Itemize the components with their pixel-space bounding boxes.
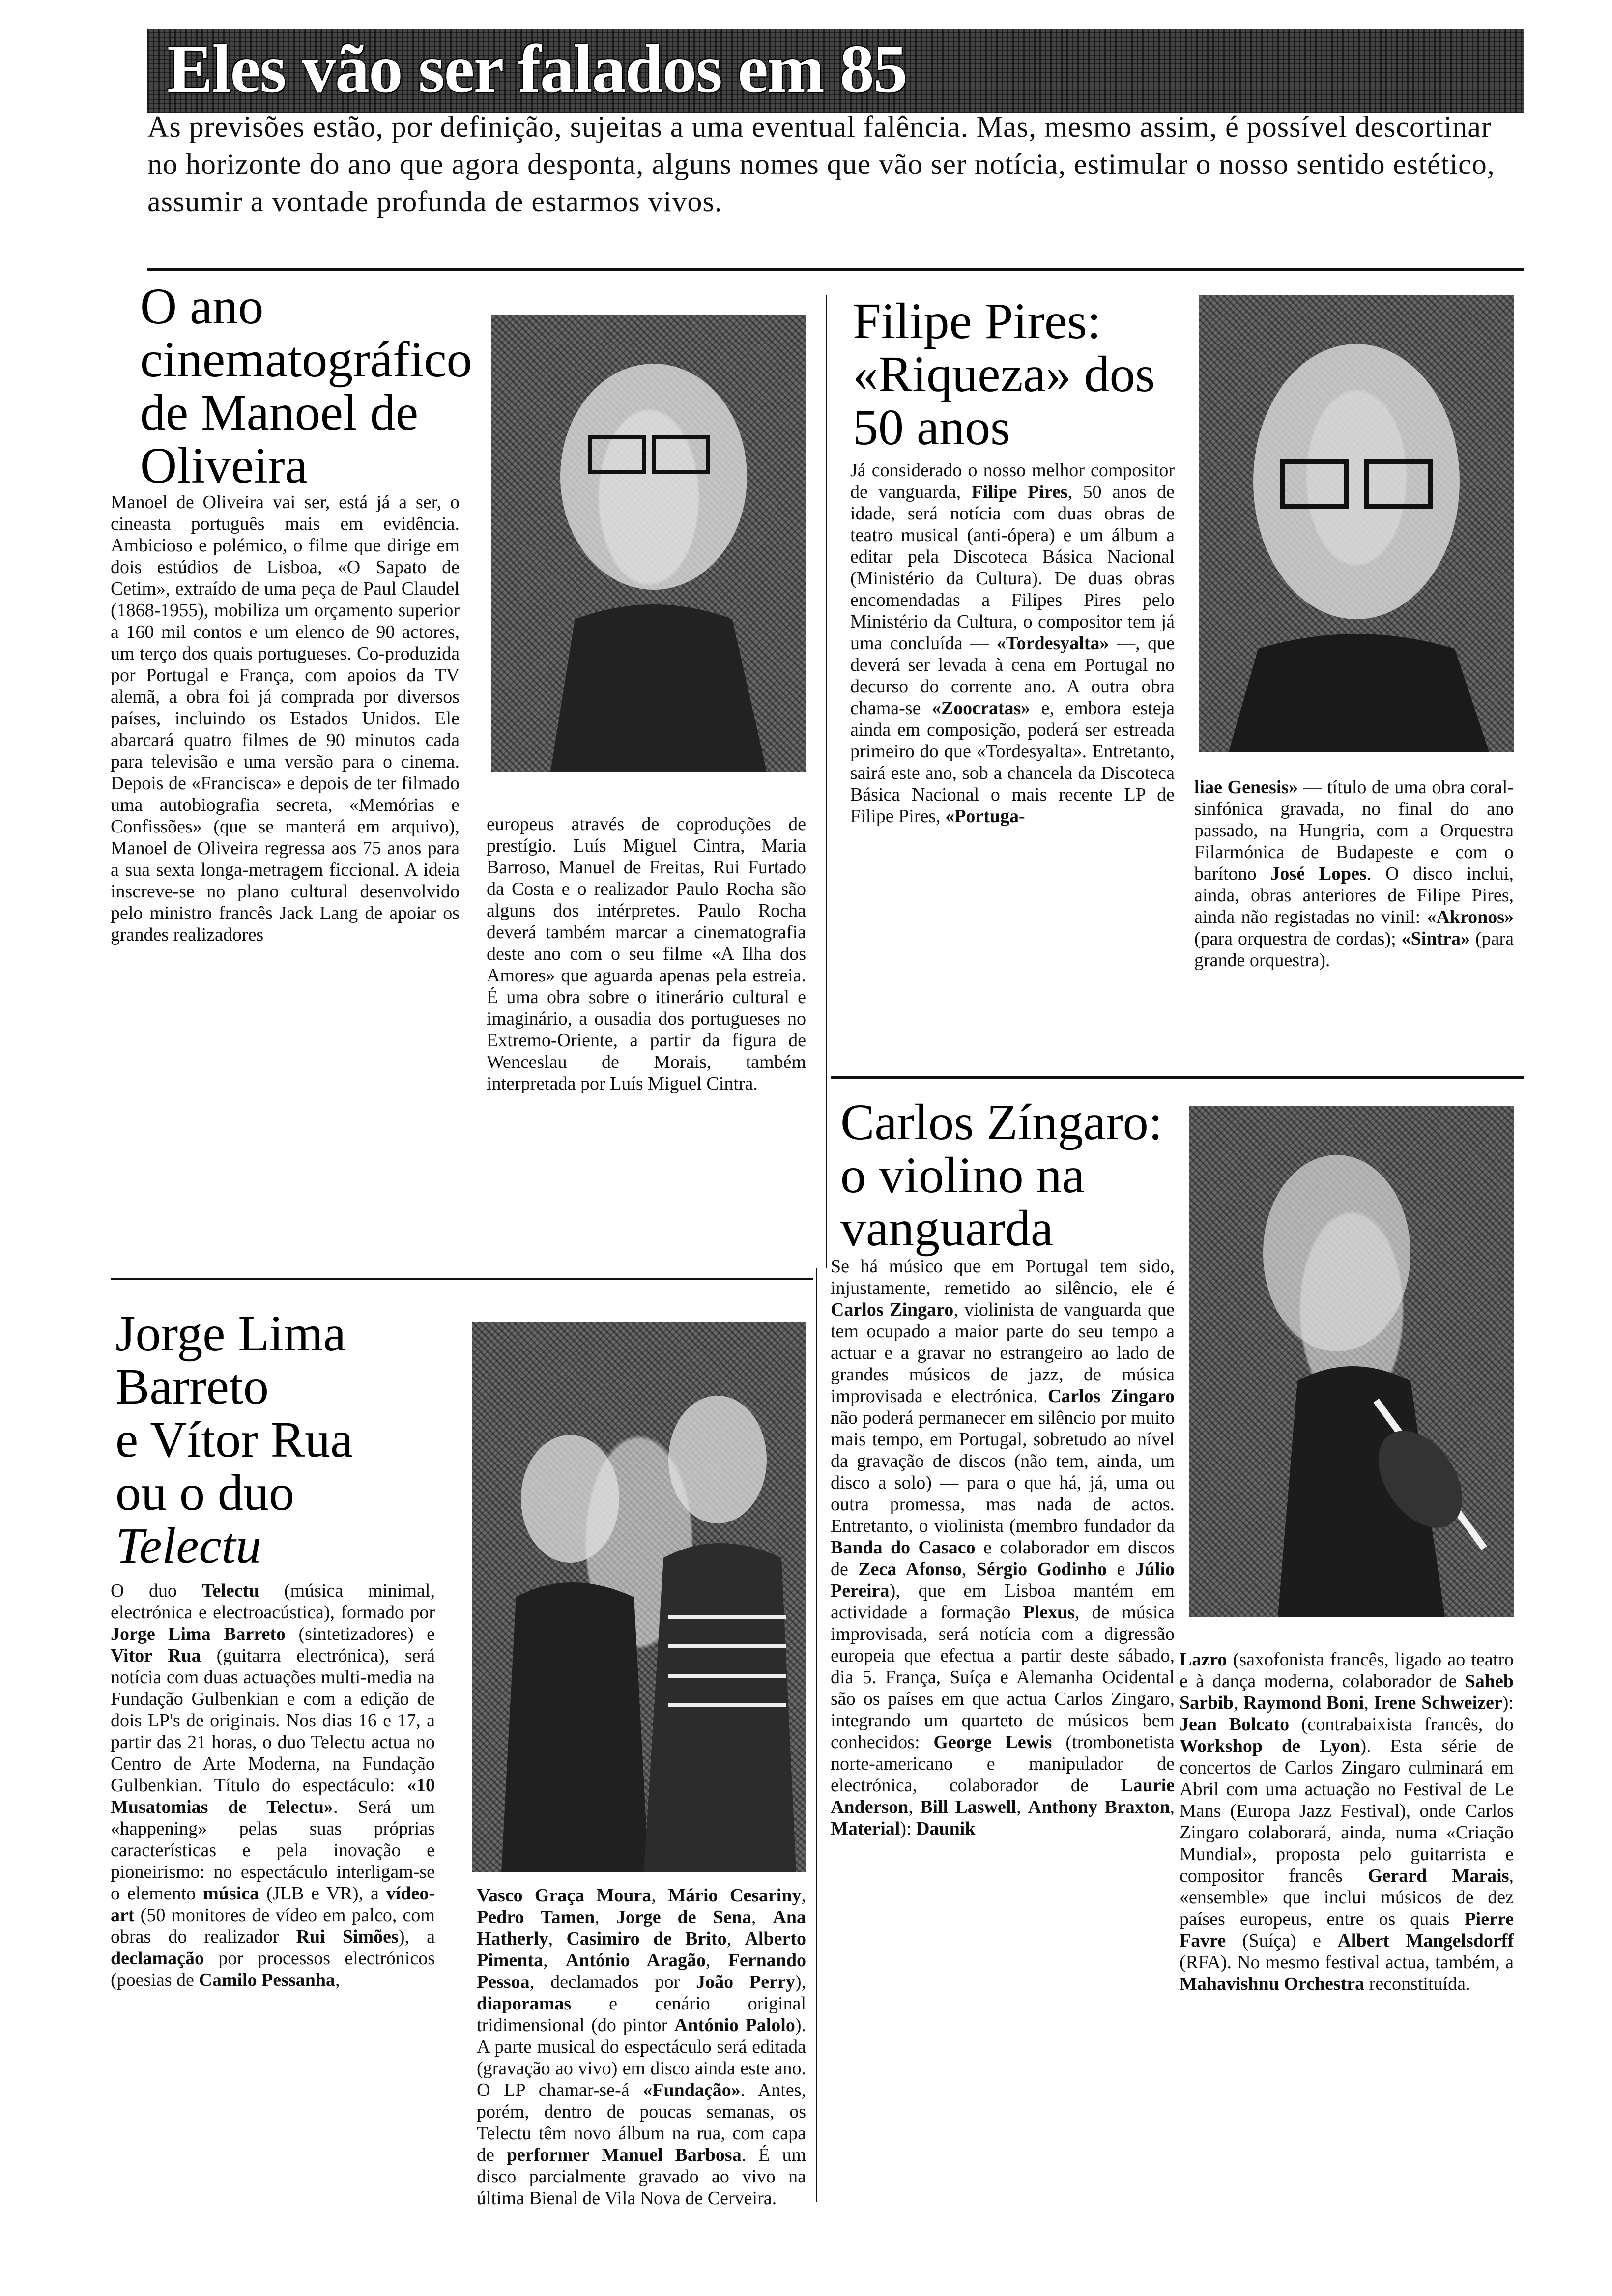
pires-column-1-text: Já considerado o nosso melhor compositor de vanguarda, Filipe Pires, 50 anos de idade, será notícia com duas obras de teatro musical (anti-ópera) e um álbum a editar pela Discoteca Básica Nacional (Ministério da Cultura). De duas obras encomendadas a Filipes Pires pelo Ministério da Cultura, o compositor tem já uma concluída — «Tordesyalta» —, que deverá ser levada à cena em Portugal no decurso do corrente ano. A outra obra chama-se «Zoocratas» e, embora esteja ainda em composição, poderá ser estreada primeiro do que «Tordesyalta». Entretanto, sairá este ano, sob a chancela da Discoteca Básica Nacional o mais recente LP de Filipe Pires, «Portuga- (850, 460, 1175, 827)
zingaro-column-1 (831, 1256, 1175, 1839)
oliveira-photo (491, 315, 806, 772)
telectu-headline-line-2: Barreto (115, 1358, 269, 1415)
telectu-column-1-text: O duo Telectu (música minimal, electrónica e electroacústica), formado por Jorge Lima Barreto (sintetizadores) e Vitor Rua (guitarra electrónica), será notícia com duas actuações multi-media na Fundação Gulbenkian e com a edição de dois LP's de originais. Nos dias 16 e 17, a partir das 21 horas, o duo Telectu actua no Centro de Arte Moderna, na Fundação Gulbenkian. Título do espectáculo: «10 Musatomias de Telectu». Será um «happening» pelas suas próprias características e pela inovação e pioneirismo: no espectáculo interligam-se o elemento música (JLB e VR), a vídeo-art (50 monitores de vídeo em palco, com obras do realizador Rui Simões), a declamação por processos electrónicos (poesias de Camilo Pessanha, (111, 1580, 435, 1990)
vertical-divider-top (826, 295, 827, 1268)
oliveira-headline: O ano cinematográfico de Manoel de Oliveira (140, 278, 472, 494)
banner-title: Eles vão ser falados em 85 (167, 31, 907, 107)
pires-headline: Filipe Pires: «Riqueza» dos 50 anos (853, 293, 1155, 456)
zingaro-divider (831, 1076, 1524, 1079)
telectu-photo (472, 1322, 806, 1872)
pires-column-2-text: liae Genesis» — título de uma obra coral-sinfónica gravada, no final do ano passado, na Hungria, com a Orquestra Filarmónica de Budapeste e com o barítono José Lopes. O disco inclui, ainda, obras anteriores de Filipe Pires, ainda não registadas no vinil: «Akronos» (para orquestra de cordas); «Sintra» (para grande orquestra). (1194, 777, 1514, 971)
telectu-headline-italic: Telectu (115, 1518, 261, 1574)
telectu-column-1 (111, 1580, 435, 1991)
telectu-headline-line-4: ou o duo (115, 1464, 294, 1521)
telectu-headline-line-1: Jorge Lima (115, 1305, 346, 1362)
telectu-divider (111, 1278, 813, 1280)
telectu-column-2 (477, 1885, 806, 2209)
intro-text: As previsões estão, por definição, sujeitas a uma eventual falência. Mas, mesmo assim, é possível descortinar no horizonte do ano que agora desponta, alguns nomes que vão ser notícia, estimular o nosso sentido estético, assumir a vontade profunda de estarmos vivos. (147, 111, 1495, 218)
pires-photo (1199, 295, 1514, 752)
zingaro-column-1-text: Se há músico que em Portugal tem sido, injustamente, remetido ao silêncio, ele é Carlos Zingaro, violinista de vanguarda que tem ocupado a maior parte do seu tempo a actuar e a gravar no estrangeiro ao lado de grandes músicos de jazz, de música improvisada e electrónica. Carlos Zingaro não poderá permanecer em silêncio por muito mais tempo, em Portugal, sobretudo ao nível da gravação de discos (não tem, ainda, um disco a solo) — para o que há, já, uma ou outra promessa, mas nada de actos. Entretanto, o violinista (membro fundador da Banda do Casaco e colaborador em discos de Zeca Afonso, Sérgio Godinho e Júlio Pereira), que em Lisboa mantém em actividade a formação Plexus, de música improvisada, será notícia com a digressão europeia que efectua a partir deste sábado, dia 5. França, Suíça e Alemanha Ocidental são os países em que actua Carlos Zingaro, integrando um quarteto de músicos bem conhecidos: George Lewis (trombonetista norte-americano e manipulador de electrónica, colaborador de Laurie Anderson, Bill Laswell, Anthony Braxton, Material): Daunik (831, 1256, 1175, 1839)
oliveira-column-1: Manoel de Oliveira vai ser, está já a ser, o cineasta português mais em evidência. Ambicioso e polémico, o filme que dirige em dois estúdios de Lisboa, «O Sapato de Cetim», extraído de uma peça de Paul Claudel (1868-1955), mobiliza um orçamento superior a 160 mil contos e um elenco de 90 actores, um terço dos quais portugueses. Co-produzida por Portugal e França, com apoios da TV alemã, a obra foi já comprada por diversos países, incluindo os Estados Unidos. Ele abarcará quatro filmes de 90 minutos cada para televisão e uma versão para o cinema. Depois de «Francisca» e depois de ter filmado uma autobiografia secreta, «Memórias e Confissões» (que se manterá em arquivo), Manoel de Oliveira regressa aos 75 anos para a sua sexta longa-metragem ficcional. A ideia inscreve-se no plano cultural desenvolvido pelo ministro francês Jack Lang de apoiar os grandes realizadores (111, 492, 460, 945)
top-divider (147, 268, 1524, 271)
telectu-headline (115, 1307, 460, 1573)
zingaro-column-2 (1180, 1649, 1514, 1995)
oliveira-column-2: europeus através de coproduções de prestígio. Luís Miguel Cintra, Maria Barroso, Manuel de Freitas, Rui Furtado da Costa e o realizador Paulo Rocha são alguns dos intérpretes. Paulo Rocha deverá também marcar a cinematografia deste ano com o seu filme «A Ilha dos Amores» que aguarda apenas pela estreia. É uma obra sobre o itinerário cultural e imaginário, a ousadia dos portugueses no Extremo-Oriente, a partir da figura de Wenceslau de Morais, também interpretada por Luís Miguel Cintra. (487, 814, 806, 1094)
telectu-column-2-text: Vasco Graça Moura, Mário Cesariny, Pedro Tamen, Jorge de Sena, Ana Hatherly, Casimiro de Brito, Alberto Pimenta, António Aragão, Fernando Pessoa, declamados por João Perry), diaporamas e cenário original tridimensional (do pintor António Palolo). A parte musical do espectáculo será editada (gravação ao vivo) em disco ainda este ano. O LP chamar-se-á «Fundação». Antes, porém, dentro de poucas semanas, os Telectu têm novo álbum na rua, com capa de performer Manuel Barbosa. É um disco parcialmente gravado ao vivo na última Bienal de Vila Nova de Cerveira. (477, 1885, 806, 2209)
pires-column-1 (850, 459, 1175, 827)
zingaro-headline: Carlos Zíngaro: o violino na vanguarda (840, 1094, 1163, 1257)
pires-column-2 (1194, 776, 1514, 971)
vertical-divider-bottom (816, 1268, 817, 2202)
zingaro-column-2-text: Lazro (saxofonista francês, ligado ao teatro e à dança moderna, colaborador de Saheb Sarbib, Raymond Boni, Irene Schweizer): Jean Bolcato (contrabaixista francês, do Workshop de Lyon). Esta série de concertos de Carlos Zingaro culminará em Abril com uma actuação no Festival de Le Mans (Europa Jazz Festival), onde Carlos Zingaro colaborará, ainda, numa «Criação Mundial», proposta pelo guitarrista e compositor francês Gerard Marais, «ensemble» que inclui músicos de dez países europeus, entre os quais Pierre Favre (Suíça) e Albert Mangelsdorff (RFA). No mesmo festival actua, também, a Mahavishnu Orchestra reconstituída. (1180, 1649, 1514, 1994)
banner (147, 29, 1524, 113)
telectu-headline-line-3: e Vítor Rua (115, 1411, 353, 1468)
zingaro-photo (1189, 1106, 1514, 1617)
